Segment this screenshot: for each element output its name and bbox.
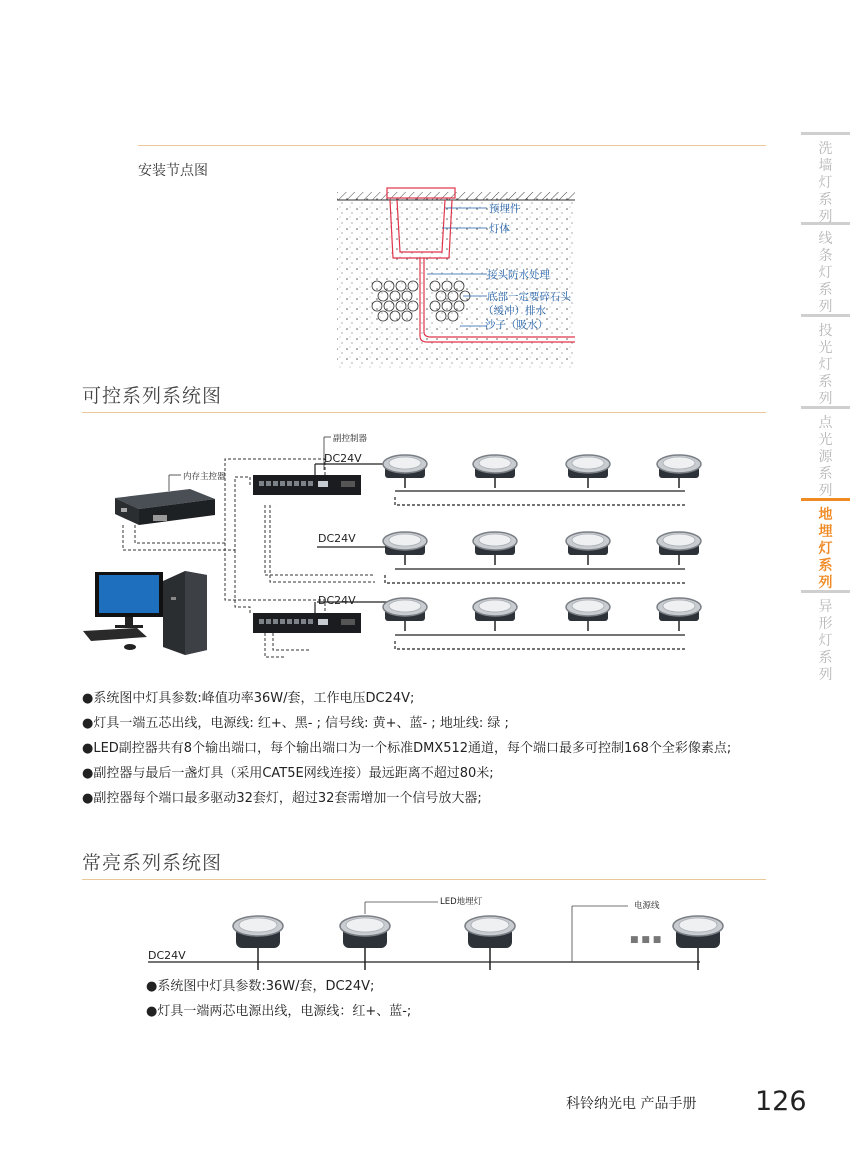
dc24v-label-2: DC24V [318,532,356,545]
installation-diagram [335,186,595,371]
tab-point-light[interactable] [801,406,850,498]
label-lamp-body: 灯体 [489,223,510,235]
constant-notes [146,974,411,1024]
lamp-r1-1 [383,455,427,488]
controlled-note: ●副控器每个端口最多驱动32套灯，超过32套需增加一个信号放大器; [82,791,482,806]
tab-label: 地 埋 灯 系 列 [818,507,833,591]
sub-controller-2 [253,613,361,633]
install-title: 安装节点图 [138,163,208,179]
lamp-r2-2 [473,532,517,565]
tab-inground-light[interactable] [801,498,850,590]
page-number: 126 [755,1086,807,1117]
lamp-r1-2 [473,455,517,488]
tab-label: 点 光 源 系 列 [818,415,833,499]
label-sand: 沙子（吸水） [485,319,548,331]
tab-label: 洗 墙 灯 系 列 [818,141,833,225]
controlled-note: ●灯具一端五芯出线，电源线: 红+、黑- ; 信号线: 黄+、蓝- ; 地址线: 绿 ; [82,716,509,731]
ground-surface [337,192,575,200]
lamp-r3-2 [473,598,517,631]
label-embedded-part: 预埋件 [489,203,521,215]
tab-custom-shape-light[interactable] [801,590,850,682]
power-line-label: 电源线 [634,901,660,911]
lamp-r2-3 [566,532,610,565]
controlled-section-title: 可控系列系统图 [82,385,223,407]
footer-brand: 科铃纳光电 产品手册 [566,1096,697,1112]
main-controller-label: 内存主控器 [183,472,226,482]
constant-note: ●灯具一端两芯电源出线，电源线：红+、蓝-; [146,1004,412,1019]
main-controller-device [115,489,215,525]
lamp-r3-1 [383,598,427,631]
label-waterproof-joint: 接头防水处理 [487,269,550,281]
lamp-r1-3 [566,455,610,488]
sub-controller-label: 副控制器 [333,434,368,444]
power-lines [315,464,685,649]
dc24v-label-1: DC24V [324,452,362,465]
category-sidebar [801,132,850,682]
computer [83,571,207,655]
constant-section-rule [82,879,766,880]
tab-label: 线 条 灯 系 列 [818,231,833,315]
tab-linear-light[interactable] [801,222,850,314]
lamp-r2-4 [657,532,701,565]
controlled-note: ●系统图中灯具参数:峰值功率36W/套，工作电压DC24V; [82,691,415,706]
dc24v-label-constant: DC24V [148,949,186,962]
lamp-r3-4 [657,598,701,631]
constant-note: ●系统图中灯具参数:36W/套，DC24V; [146,979,375,994]
tab-label: 异 形 灯 系 列 [818,599,833,683]
top-rule [138,145,766,146]
lamp-r3-3 [566,598,610,631]
tab-label: 投 光 灯 系 列 [818,323,833,407]
label-gravel: 底部一定要碎石头 [487,291,571,303]
lamp-r2-1 [383,532,427,565]
controlled-note: ●副控器与最后一盏灯具（采用CAT5E网线连接）最远距离不超过80米; [82,766,494,781]
ellipsis-marks: ■ ■ ■ [630,935,662,945]
controlled-note: ●LED副控器共有8个输出端口，每个输出端口为一个标准DMX512通道，每个端口最多可控制168个全彩像素点; [82,741,732,756]
lamp-r1-4 [657,455,701,488]
label-drainage: （缓冲）排水 [483,305,546,317]
lamp-label: LED地埋灯 [440,897,483,907]
controlled-section-rule [82,412,766,413]
dc24v-label-3: DC24V [318,594,356,607]
controlled-notes [82,686,731,811]
tab-wall-washer[interactable] [801,132,850,225]
controlled-system-diagram [75,425,795,670]
constant-system-diagram [140,890,760,970]
tab-flood-light[interactable] [801,314,850,406]
constant-section-title: 常亮系列系统图 [82,852,223,874]
sub-controller-1 [253,475,361,495]
